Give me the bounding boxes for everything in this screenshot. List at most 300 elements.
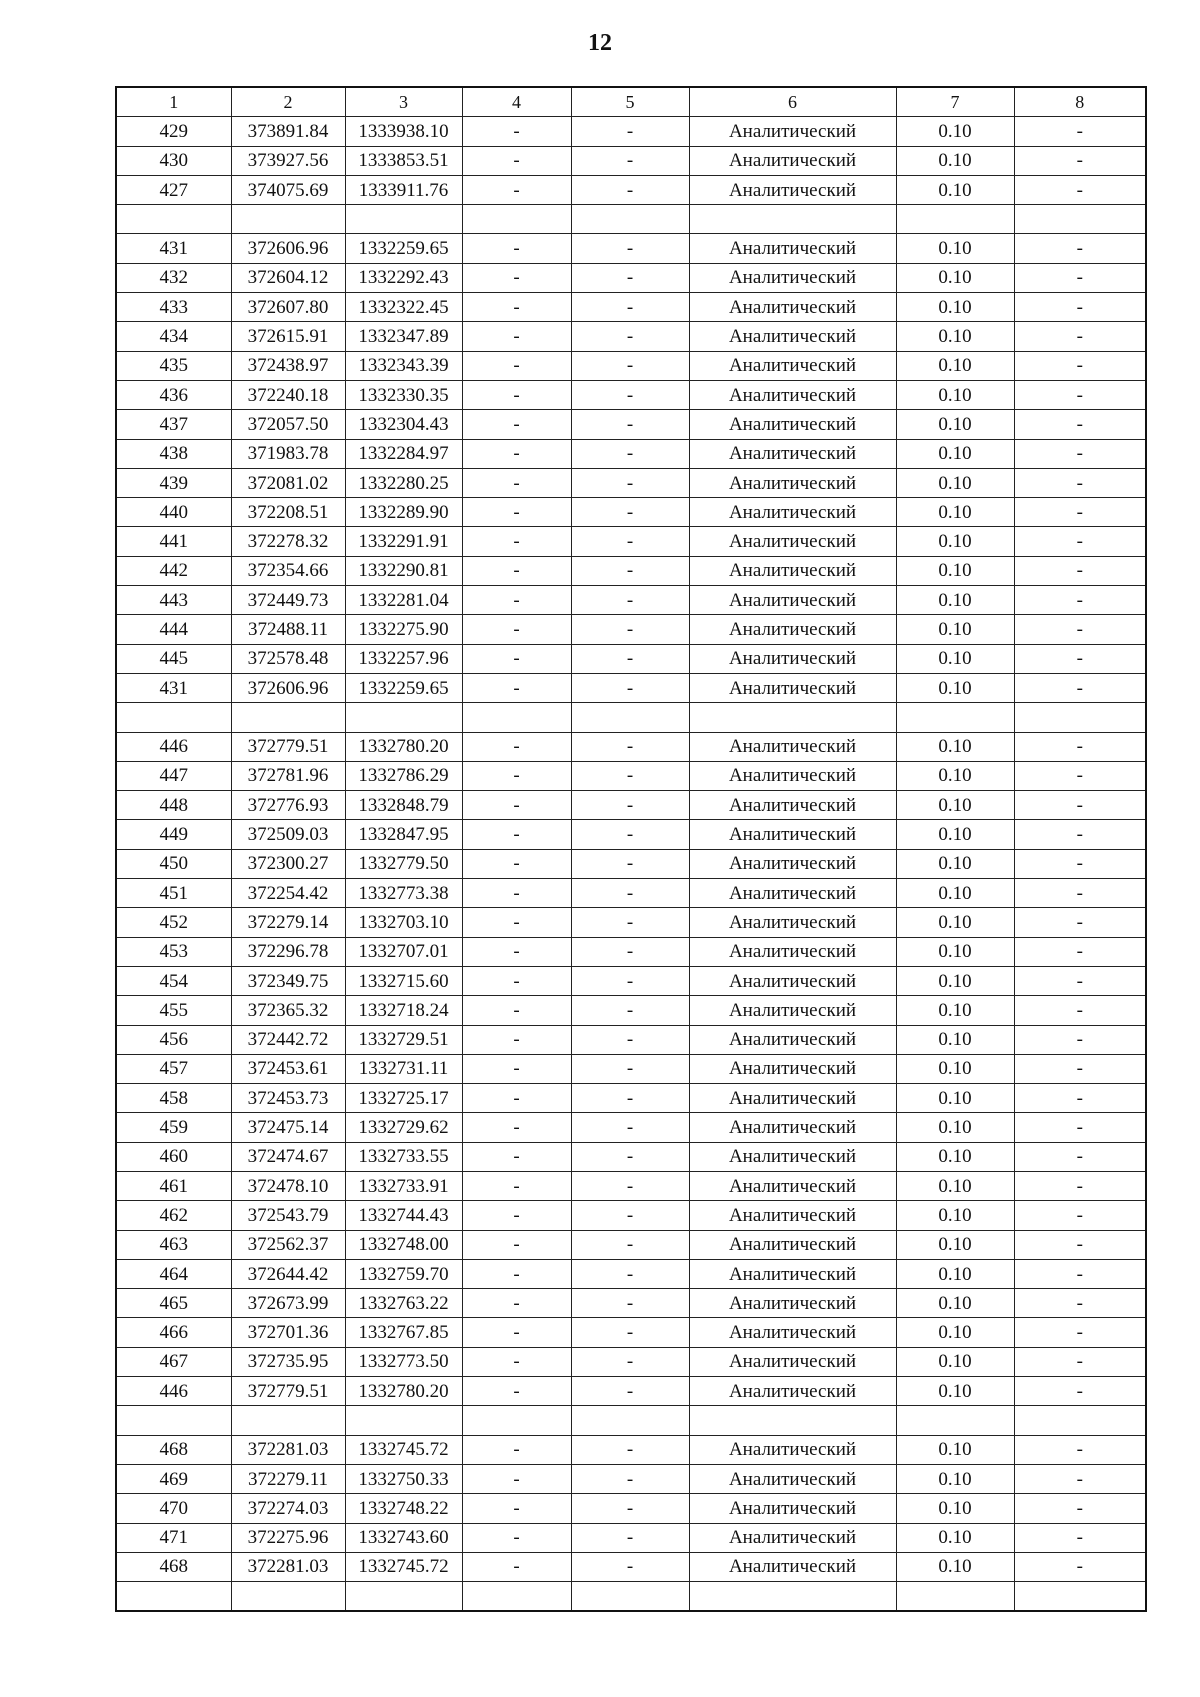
col4-cell: -: [462, 1464, 571, 1493]
table-row: [116, 791, 1146, 820]
col8-cell: -: [1014, 1171, 1146, 1200]
col4-cell: -: [462, 849, 571, 878]
col4-cell: -: [462, 527, 571, 556]
method-cell: Аналитический: [689, 1025, 896, 1054]
col8-cell: -: [1014, 673, 1146, 702]
point-number-cell: 468: [116, 1552, 231, 1581]
x-coordinate-cell: 372781.96: [231, 761, 345, 790]
col8-cell: -: [1014, 1318, 1146, 1347]
x-coordinate-cell: [231, 1406, 345, 1435]
y-coordinate-cell: 1332707.01: [345, 937, 462, 966]
col5-cell: -: [571, 263, 689, 292]
accuracy-cell: 0.10: [896, 439, 1014, 468]
x-coordinate-cell: [231, 1582, 345, 1612]
point-number-cell: 427: [116, 175, 231, 204]
accuracy-cell: [896, 1582, 1014, 1612]
point-number-cell: 443: [116, 586, 231, 615]
point-number-cell: 462: [116, 1201, 231, 1230]
y-coordinate-cell: [345, 703, 462, 732]
col5-cell: -: [571, 673, 689, 702]
table-body: [116, 117, 1146, 1612]
col8-cell: -: [1014, 439, 1146, 468]
accuracy-cell: 0.10: [896, 1347, 1014, 1376]
col8-cell: -: [1014, 527, 1146, 556]
col8-cell: -: [1014, 1552, 1146, 1581]
point-number-cell: [116, 205, 231, 234]
col8-cell: -: [1014, 468, 1146, 497]
table-row: [116, 410, 1146, 439]
y-coordinate-cell: 1332257.96: [345, 644, 462, 673]
col8-cell: -: [1014, 234, 1146, 263]
point-number-cell: 433: [116, 293, 231, 322]
accuracy-cell: 0.10: [896, 644, 1014, 673]
x-coordinate-cell: 372474.67: [231, 1142, 345, 1171]
col4-cell: -: [462, 937, 571, 966]
accuracy-cell: [896, 1406, 1014, 1435]
table-row: [116, 849, 1146, 878]
accuracy-cell: 0.10: [896, 908, 1014, 937]
method-cell: Аналитический: [689, 410, 896, 439]
method-cell: Аналитический: [689, 1113, 896, 1142]
col8-cell: -: [1014, 1084, 1146, 1113]
x-coordinate-cell: 372779.51: [231, 732, 345, 761]
method-cell: [689, 1582, 896, 1612]
method-cell: Аналитический: [689, 351, 896, 380]
accuracy-cell: 0.10: [896, 468, 1014, 497]
table-row: [116, 1552, 1146, 1581]
accuracy-cell: 0.10: [896, 732, 1014, 761]
y-coordinate-cell: 1333911.76: [345, 175, 462, 204]
x-coordinate-cell: 372543.79: [231, 1201, 345, 1230]
col4-cell: -: [462, 146, 571, 175]
x-coordinate-cell: 372081.02: [231, 468, 345, 497]
col4-cell: -: [462, 1171, 571, 1200]
y-coordinate-cell: 1332767.85: [345, 1318, 462, 1347]
col5-cell: -: [571, 937, 689, 966]
point-number-cell: 466: [116, 1318, 231, 1347]
y-coordinate-cell: 1332744.43: [345, 1201, 462, 1230]
x-coordinate-cell: 372779.51: [231, 1377, 345, 1406]
col5-cell: [571, 1406, 689, 1435]
x-coordinate-cell: 372279.14: [231, 908, 345, 937]
table-row: [116, 1377, 1146, 1406]
col4-cell: -: [462, 1289, 571, 1318]
accuracy-cell: 0.10: [896, 615, 1014, 644]
accuracy-cell: [896, 703, 1014, 732]
method-cell: Аналитический: [689, 1289, 896, 1318]
col4-cell: -: [462, 1025, 571, 1054]
table-row: [116, 293, 1146, 322]
col8-cell: -: [1014, 761, 1146, 790]
x-coordinate-cell: 372701.36: [231, 1318, 345, 1347]
x-coordinate-cell: 372240.18: [231, 380, 345, 409]
table-row: [116, 234, 1146, 263]
method-cell: Аналитический: [689, 498, 896, 527]
point-number-cell: 449: [116, 820, 231, 849]
point-number-cell: 469: [116, 1464, 231, 1493]
y-coordinate-cell: 1332292.43: [345, 263, 462, 292]
accuracy-cell: 0.10: [896, 1435, 1014, 1464]
accuracy-cell: 0.10: [896, 322, 1014, 351]
col5-cell: -: [571, 1289, 689, 1318]
x-coordinate-cell: 372281.03: [231, 1552, 345, 1581]
accuracy-cell: 0.10: [896, 1464, 1014, 1493]
col5-cell: -: [571, 1054, 689, 1083]
accuracy-cell: 0.10: [896, 937, 1014, 966]
method-cell: Аналитический: [689, 322, 896, 351]
y-coordinate-cell: 1332733.55: [345, 1142, 462, 1171]
point-number-cell: 434: [116, 322, 231, 351]
col8-cell: [1014, 1406, 1146, 1435]
y-coordinate-cell: 1332281.04: [345, 586, 462, 615]
y-coordinate-cell: 1332731.11: [345, 1054, 462, 1083]
y-coordinate-cell: 1332847.95: [345, 820, 462, 849]
col5-cell: -: [571, 527, 689, 556]
table-row: [116, 966, 1146, 995]
y-coordinate-cell: 1332343.39: [345, 351, 462, 380]
point-number-cell: 435: [116, 351, 231, 380]
table-row: [116, 1582, 1146, 1612]
col4-cell: -: [462, 1318, 571, 1347]
y-coordinate-cell: 1332759.70: [345, 1259, 462, 1288]
col4-cell: -: [462, 351, 571, 380]
y-coordinate-cell: 1332330.35: [345, 380, 462, 409]
method-cell: [689, 703, 896, 732]
point-number-cell: 447: [116, 761, 231, 790]
table-row: [116, 615, 1146, 644]
table-row: [116, 1318, 1146, 1347]
y-coordinate-cell: 1332703.10: [345, 908, 462, 937]
col8-cell: -: [1014, 732, 1146, 761]
col4-cell: -: [462, 820, 571, 849]
col8-cell: -: [1014, 1289, 1146, 1318]
col4-cell: -: [462, 879, 571, 908]
col8-cell: -: [1014, 908, 1146, 937]
col5-cell: -: [571, 1113, 689, 1142]
col8-cell: -: [1014, 1201, 1146, 1230]
table-row: [116, 1084, 1146, 1113]
column-header: 8: [1014, 87, 1146, 117]
column-header: 1: [116, 87, 231, 117]
col5-cell: -: [571, 556, 689, 585]
column-header: 3: [345, 87, 462, 117]
x-coordinate-cell: 372478.10: [231, 1171, 345, 1200]
col4-cell: -: [462, 1259, 571, 1288]
table-row: [116, 644, 1146, 673]
col4-cell: -: [462, 1552, 571, 1581]
coordinates-table: [115, 86, 1147, 1612]
accuracy-cell: 0.10: [896, 351, 1014, 380]
col4-cell: -: [462, 732, 571, 761]
accuracy-cell: 0.10: [896, 1230, 1014, 1259]
col5-cell: -: [571, 644, 689, 673]
col5-cell: -: [571, 351, 689, 380]
col4-cell: -: [462, 468, 571, 497]
table-row: [116, 1171, 1146, 1200]
table-row: [116, 468, 1146, 497]
table-row: [116, 1142, 1146, 1171]
accuracy-cell: 0.10: [896, 1113, 1014, 1142]
method-cell: Аналитический: [689, 1377, 896, 1406]
accuracy-cell: 0.10: [896, 1377, 1014, 1406]
point-number-cell: 464: [116, 1259, 231, 1288]
col8-cell: -: [1014, 322, 1146, 351]
table-row: [116, 879, 1146, 908]
point-number-cell: 458: [116, 1084, 231, 1113]
accuracy-cell: 0.10: [896, 410, 1014, 439]
method-cell: [689, 205, 896, 234]
col4-cell: -: [462, 322, 571, 351]
y-coordinate-cell: 1332729.51: [345, 1025, 462, 1054]
col5-cell: -: [571, 1523, 689, 1552]
x-coordinate-cell: 372365.32: [231, 996, 345, 1025]
x-coordinate-cell: [231, 205, 345, 234]
col5-cell: -: [571, 1318, 689, 1347]
y-coordinate-cell: 1332729.62: [345, 1113, 462, 1142]
x-coordinate-cell: 372562.37: [231, 1230, 345, 1259]
y-coordinate-cell: 1332259.65: [345, 234, 462, 263]
table-row: [116, 820, 1146, 849]
point-number-cell: 432: [116, 263, 231, 292]
accuracy-cell: 0.10: [896, 1494, 1014, 1523]
col5-cell: -: [571, 1025, 689, 1054]
y-coordinate-cell: 1332733.91: [345, 1171, 462, 1200]
accuracy-cell: 0.10: [896, 117, 1014, 146]
col4-cell: -: [462, 498, 571, 527]
accuracy-cell: 0.10: [896, 556, 1014, 585]
col5-cell: -: [571, 820, 689, 849]
x-coordinate-cell: 372279.11: [231, 1464, 345, 1493]
x-coordinate-cell: 372275.96: [231, 1523, 345, 1552]
method-cell: Аналитический: [689, 175, 896, 204]
method-cell: Аналитический: [689, 293, 896, 322]
method-cell: Аналитический: [689, 1201, 896, 1230]
point-number-cell: 465: [116, 1289, 231, 1318]
table-row: [116, 527, 1146, 556]
point-number-cell: 442: [116, 556, 231, 585]
point-number-cell: 444: [116, 615, 231, 644]
method-cell: Аналитический: [689, 791, 896, 820]
col5-cell: -: [571, 175, 689, 204]
col5-cell: -: [571, 1259, 689, 1288]
x-coordinate-cell: 372488.11: [231, 615, 345, 644]
table-row: [116, 732, 1146, 761]
table-row: [116, 322, 1146, 351]
table-row: [116, 937, 1146, 966]
col4-cell: [462, 1406, 571, 1435]
method-cell: Аналитический: [689, 380, 896, 409]
col8-cell: -: [1014, 849, 1146, 878]
column-header: 6: [689, 87, 896, 117]
x-coordinate-cell: 372300.27: [231, 849, 345, 878]
col5-cell: -: [571, 761, 689, 790]
method-cell: Аналитический: [689, 732, 896, 761]
col8-cell: -: [1014, 1377, 1146, 1406]
col5-cell: -: [571, 1552, 689, 1581]
method-cell: Аналитический: [689, 615, 896, 644]
col8-cell: -: [1014, 996, 1146, 1025]
y-coordinate-cell: 1332763.22: [345, 1289, 462, 1318]
col4-cell: -: [462, 117, 571, 146]
method-cell: Аналитический: [689, 1552, 896, 1581]
col5-cell: -: [571, 966, 689, 995]
col5-cell: [571, 703, 689, 732]
x-coordinate-cell: 373927.56: [231, 146, 345, 175]
table-row: [116, 175, 1146, 204]
col4-cell: -: [462, 234, 571, 263]
x-coordinate-cell: 372453.73: [231, 1084, 345, 1113]
method-cell: Аналитический: [689, 263, 896, 292]
col4-cell: -: [462, 1523, 571, 1552]
y-coordinate-cell: 1332848.79: [345, 791, 462, 820]
col8-cell: -: [1014, 966, 1146, 995]
col5-cell: -: [571, 293, 689, 322]
method-cell: Аналитический: [689, 849, 896, 878]
col4-cell: -: [462, 791, 571, 820]
col5-cell: -: [571, 468, 689, 497]
accuracy-cell: 0.10: [896, 1142, 1014, 1171]
point-number-cell: 467: [116, 1347, 231, 1376]
x-coordinate-cell: 372604.12: [231, 263, 345, 292]
col8-cell: -: [1014, 879, 1146, 908]
col5-cell: -: [571, 1084, 689, 1113]
point-number-cell: 455: [116, 996, 231, 1025]
col8-cell: -: [1014, 410, 1146, 439]
x-coordinate-cell: 374075.69: [231, 175, 345, 204]
accuracy-cell: 0.10: [896, 761, 1014, 790]
point-number-cell: 459: [116, 1113, 231, 1142]
method-cell: Аналитический: [689, 966, 896, 995]
col4-cell: -: [462, 761, 571, 790]
table-row: [116, 761, 1146, 790]
point-number-cell: [116, 1406, 231, 1435]
accuracy-cell: 0.10: [896, 293, 1014, 322]
col4-cell: -: [462, 1201, 571, 1230]
accuracy-cell: 0.10: [896, 820, 1014, 849]
point-number-cell: 437: [116, 410, 231, 439]
col4-cell: [462, 703, 571, 732]
y-coordinate-cell: 1332773.50: [345, 1347, 462, 1376]
point-number-cell: 436: [116, 380, 231, 409]
table-row: [116, 439, 1146, 468]
col4-cell: -: [462, 175, 571, 204]
accuracy-cell: 0.10: [896, 1171, 1014, 1200]
x-coordinate-cell: 372349.75: [231, 966, 345, 995]
point-number-cell: 452: [116, 908, 231, 937]
x-coordinate-cell: 372606.96: [231, 673, 345, 702]
y-coordinate-cell: 1332748.00: [345, 1230, 462, 1259]
method-cell: Аналитический: [689, 1084, 896, 1113]
col8-cell: -: [1014, 1523, 1146, 1552]
col8-cell: -: [1014, 791, 1146, 820]
method-cell: Аналитический: [689, 1347, 896, 1376]
method-cell: Аналитический: [689, 673, 896, 702]
y-coordinate-cell: 1332291.91: [345, 527, 462, 556]
col4-cell: -: [462, 966, 571, 995]
accuracy-cell: 0.10: [896, 146, 1014, 175]
accuracy-cell: 0.10: [896, 673, 1014, 702]
method-cell: Аналитический: [689, 1435, 896, 1464]
col8-cell: -: [1014, 644, 1146, 673]
col5-cell: -: [571, 1377, 689, 1406]
col8-cell: [1014, 703, 1146, 732]
table-row: [116, 586, 1146, 615]
accuracy-cell: 0.10: [896, 849, 1014, 878]
col4-cell: -: [462, 293, 571, 322]
col8-cell: [1014, 205, 1146, 234]
col8-cell: -: [1014, 937, 1146, 966]
accuracy-cell: 0.10: [896, 879, 1014, 908]
x-coordinate-cell: 372453.61: [231, 1054, 345, 1083]
x-coordinate-cell: 372607.80: [231, 293, 345, 322]
y-coordinate-cell: 1332745.72: [345, 1552, 462, 1581]
col8-cell: -: [1014, 586, 1146, 615]
col8-cell: -: [1014, 820, 1146, 849]
col5-cell: -: [571, 1171, 689, 1200]
y-coordinate-cell: 1332290.81: [345, 556, 462, 585]
table-row: [116, 1230, 1146, 1259]
method-cell: Аналитический: [689, 820, 896, 849]
x-coordinate-cell: 372735.95: [231, 1347, 345, 1376]
x-coordinate-cell: 372606.96: [231, 234, 345, 263]
x-coordinate-cell: 372475.14: [231, 1113, 345, 1142]
point-number-cell: [116, 1582, 231, 1612]
point-number-cell: 431: [116, 673, 231, 702]
accuracy-cell: 0.10: [896, 1289, 1014, 1318]
col4-cell: -: [462, 1084, 571, 1113]
col5-cell: -: [571, 732, 689, 761]
point-number-cell: 446: [116, 732, 231, 761]
x-coordinate-cell: 372438.97: [231, 351, 345, 380]
x-coordinate-cell: 372776.93: [231, 791, 345, 820]
col8-cell: -: [1014, 498, 1146, 527]
col8-cell: -: [1014, 615, 1146, 644]
y-coordinate-cell: 1332715.60: [345, 966, 462, 995]
table-row: [116, 205, 1146, 234]
point-number-cell: 445: [116, 644, 231, 673]
col8-cell: -: [1014, 263, 1146, 292]
x-coordinate-cell: 372578.48: [231, 644, 345, 673]
method-cell: Аналитический: [689, 644, 896, 673]
col5-cell: -: [571, 1464, 689, 1493]
point-number-cell: 461: [116, 1171, 231, 1200]
y-coordinate-cell: [345, 1406, 462, 1435]
accuracy-cell: 0.10: [896, 1552, 1014, 1581]
x-coordinate-cell: 371983.78: [231, 439, 345, 468]
table-row: [116, 673, 1146, 702]
y-coordinate-cell: 1333853.51: [345, 146, 462, 175]
y-coordinate-cell: 1332745.72: [345, 1435, 462, 1464]
point-number-cell: 431: [116, 234, 231, 263]
x-coordinate-cell: 373891.84: [231, 117, 345, 146]
y-coordinate-cell: 1332748.22: [345, 1494, 462, 1523]
table-row: [116, 263, 1146, 292]
table-row: [116, 146, 1146, 175]
accuracy-cell: 0.10: [896, 1259, 1014, 1288]
col4-cell: -: [462, 644, 571, 673]
col8-cell: -: [1014, 293, 1146, 322]
col5-cell: [571, 1582, 689, 1612]
y-coordinate-cell: [345, 205, 462, 234]
table-row: [116, 1289, 1146, 1318]
x-coordinate-cell: 372254.42: [231, 879, 345, 908]
col8-cell: -: [1014, 1494, 1146, 1523]
method-cell: Аналитический: [689, 527, 896, 556]
col5-cell: -: [571, 439, 689, 468]
table-row: [116, 1435, 1146, 1464]
y-coordinate-cell: 1332743.60: [345, 1523, 462, 1552]
col4-cell: [462, 1582, 571, 1612]
